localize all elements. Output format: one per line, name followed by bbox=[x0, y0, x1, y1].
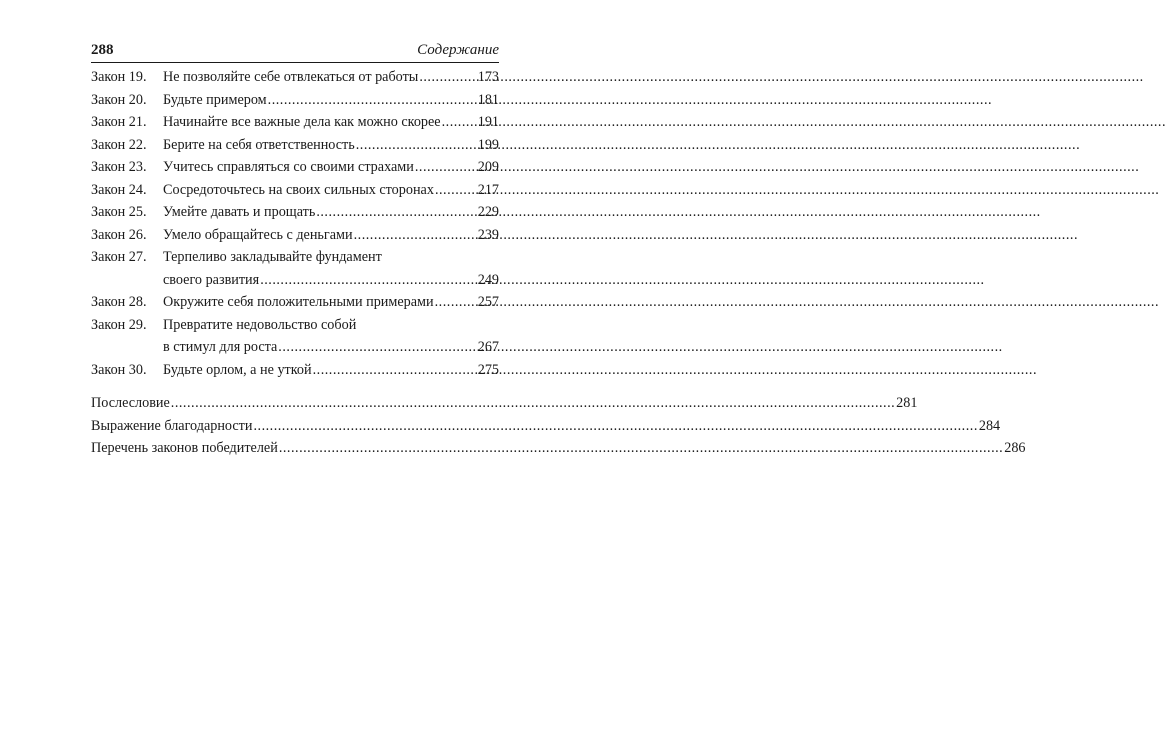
toc-back-matter-entry bbox=[91, 415, 1001, 438]
toc-entry bbox=[91, 201, 499, 224]
dot-leader bbox=[354, 224, 477, 247]
toc-title-block bbox=[163, 111, 499, 134]
toc-title-block bbox=[163, 156, 499, 179]
toc-title-line bbox=[91, 392, 917, 415]
toc-page-number: 257 bbox=[477, 294, 499, 310]
dot-leader bbox=[260, 269, 477, 292]
toc-entry bbox=[91, 134, 499, 157]
dot-leader bbox=[253, 415, 977, 438]
toc-entry bbox=[91, 314, 499, 359]
toc-page-number: 181 bbox=[477, 91, 499, 108]
toc-title-line bbox=[163, 156, 499, 179]
toc-title-text: Умейте давать и прощать bbox=[163, 204, 316, 220]
dot-leader bbox=[442, 111, 477, 134]
page-number: 288 bbox=[91, 42, 114, 58]
dot-leader bbox=[279, 437, 1003, 460]
toc-entry bbox=[91, 111, 499, 134]
toc-law-label: Закон 24. bbox=[91, 181, 147, 198]
toc-title-text: Не позволяйте себе отвлекаться от работы bbox=[163, 69, 419, 85]
toc-title-block bbox=[163, 314, 499, 359]
toc-law-label: Закон 19. bbox=[91, 69, 147, 85]
toc-title-line bbox=[163, 66, 499, 89]
toc-title-line bbox=[91, 437, 1026, 460]
toc-title-block bbox=[163, 359, 499, 382]
running-title: Содержание bbox=[417, 42, 499, 58]
toc-title-line bbox=[163, 201, 499, 224]
toc-title-text: своего развития bbox=[163, 271, 260, 288]
toc-title-text: Окружите себя положительными примерами bbox=[163, 294, 434, 310]
toc-page-number: 275 bbox=[477, 361, 499, 378]
toc-title-text: в стимул для роста bbox=[163, 339, 278, 355]
toc-law-label: Закон 29. bbox=[91, 316, 147, 333]
toc-law-label: Закон 21. bbox=[91, 114, 147, 130]
toc-title-line bbox=[163, 336, 499, 359]
toc-page-number: 191 bbox=[477, 114, 499, 130]
toc-page-number: 217 bbox=[477, 181, 499, 198]
toc-back-matter-entry bbox=[91, 437, 1026, 460]
toc-law-label: Закон 20. bbox=[91, 91, 147, 108]
toc-page-number: 199 bbox=[477, 136, 499, 153]
dot-leader bbox=[415, 156, 477, 179]
toc-law-label: Закон 22. bbox=[91, 136, 147, 153]
toc-entry bbox=[91, 66, 499, 89]
toc-page-number: 284 bbox=[978, 417, 1001, 434]
toc-title-line bbox=[163, 314, 499, 337]
toc-title-text: Послесловие bbox=[91, 395, 170, 411]
toc-title-line bbox=[163, 246, 499, 269]
toc-title-text: Терпеливо закладывайте фундамент bbox=[163, 249, 382, 265]
toc-entry bbox=[91, 359, 499, 382]
dot-leader bbox=[316, 201, 476, 224]
toc-title-text: Будьте орлом, а не уткой bbox=[163, 361, 312, 378]
toc-title-block bbox=[163, 224, 499, 247]
toc-page-number: 209 bbox=[477, 159, 499, 175]
toc-title-line bbox=[163, 111, 499, 134]
toc-title-line bbox=[91, 415, 1000, 438]
toc-title-line bbox=[163, 291, 499, 314]
toc-section-gap bbox=[91, 381, 499, 392]
toc-law-label: Закон 23. bbox=[91, 159, 147, 175]
toc-page-number: 249 bbox=[477, 271, 499, 288]
toc-title-block bbox=[163, 89, 499, 112]
toc-title-block bbox=[163, 291, 499, 314]
toc-title-line bbox=[163, 134, 499, 157]
dot-leader bbox=[278, 336, 476, 359]
toc-title-block bbox=[163, 201, 499, 224]
toc-title-text: Перечень законов победителей bbox=[91, 440, 278, 456]
toc-title-block bbox=[163, 66, 499, 89]
toc-page-number: 229 bbox=[477, 204, 499, 220]
toc-entry bbox=[91, 89, 499, 112]
toc-title-line bbox=[163, 269, 499, 292]
toc-title-text: Начинайте все важные дела как можно скорее bbox=[163, 114, 441, 130]
toc-title-text: Умело обращайтесь с деньгами bbox=[163, 226, 353, 243]
toc-law-label: Закон 30. bbox=[91, 361, 147, 378]
toc-entry bbox=[91, 156, 499, 179]
toc-title-block bbox=[163, 246, 499, 291]
dot-leader bbox=[268, 89, 477, 112]
toc-title-text: Выражение благодарности bbox=[91, 417, 253, 434]
toc-title-text: Учитесь справляться со своими страхами bbox=[163, 159, 414, 175]
toc-entry bbox=[91, 224, 499, 247]
toc-entry bbox=[91, 291, 499, 314]
toc-title-text: Превратите недовольство собой bbox=[163, 316, 357, 333]
dot-leader bbox=[356, 134, 477, 157]
toc-page-number: 286 bbox=[1004, 440, 1026, 456]
toc-title-block bbox=[163, 134, 499, 157]
toc-title-line bbox=[163, 224, 499, 247]
toc-back-matter-entry bbox=[91, 392, 918, 415]
toc-entry bbox=[91, 246, 499, 291]
toc-page-number: 173 bbox=[477, 69, 499, 85]
dot-leader bbox=[435, 179, 477, 202]
toc-title-text: Сосредоточьтесь на своих сильных сторонах bbox=[163, 181, 434, 198]
toc-page-number: 281 bbox=[896, 395, 918, 411]
toc-law-label: Закон 26. bbox=[91, 226, 147, 243]
dot-leader bbox=[171, 392, 895, 415]
toc-title-text: Будьте примером bbox=[163, 91, 267, 108]
toc-title-line bbox=[163, 359, 499, 382]
toc-law-label: Закон 25. bbox=[91, 204, 147, 220]
toc-entry bbox=[91, 179, 499, 202]
dot-leader bbox=[313, 359, 477, 382]
toc-title-line bbox=[163, 179, 499, 202]
dot-leader bbox=[419, 66, 476, 89]
toc-page-number: 267 bbox=[477, 339, 499, 355]
toc-title-line bbox=[163, 89, 499, 112]
toc-title-text: Берите на себя ответственность bbox=[163, 136, 355, 153]
dot-leader bbox=[435, 291, 477, 314]
toc-law-label: Закон 28. bbox=[91, 294, 147, 310]
toc-title-block bbox=[163, 179, 499, 202]
toc-law-label: Закон 27. bbox=[91, 249, 147, 265]
page-header bbox=[91, 42, 499, 63]
toc-page-number: 239 bbox=[477, 226, 499, 243]
table-of-contents bbox=[91, 66, 1026, 460]
